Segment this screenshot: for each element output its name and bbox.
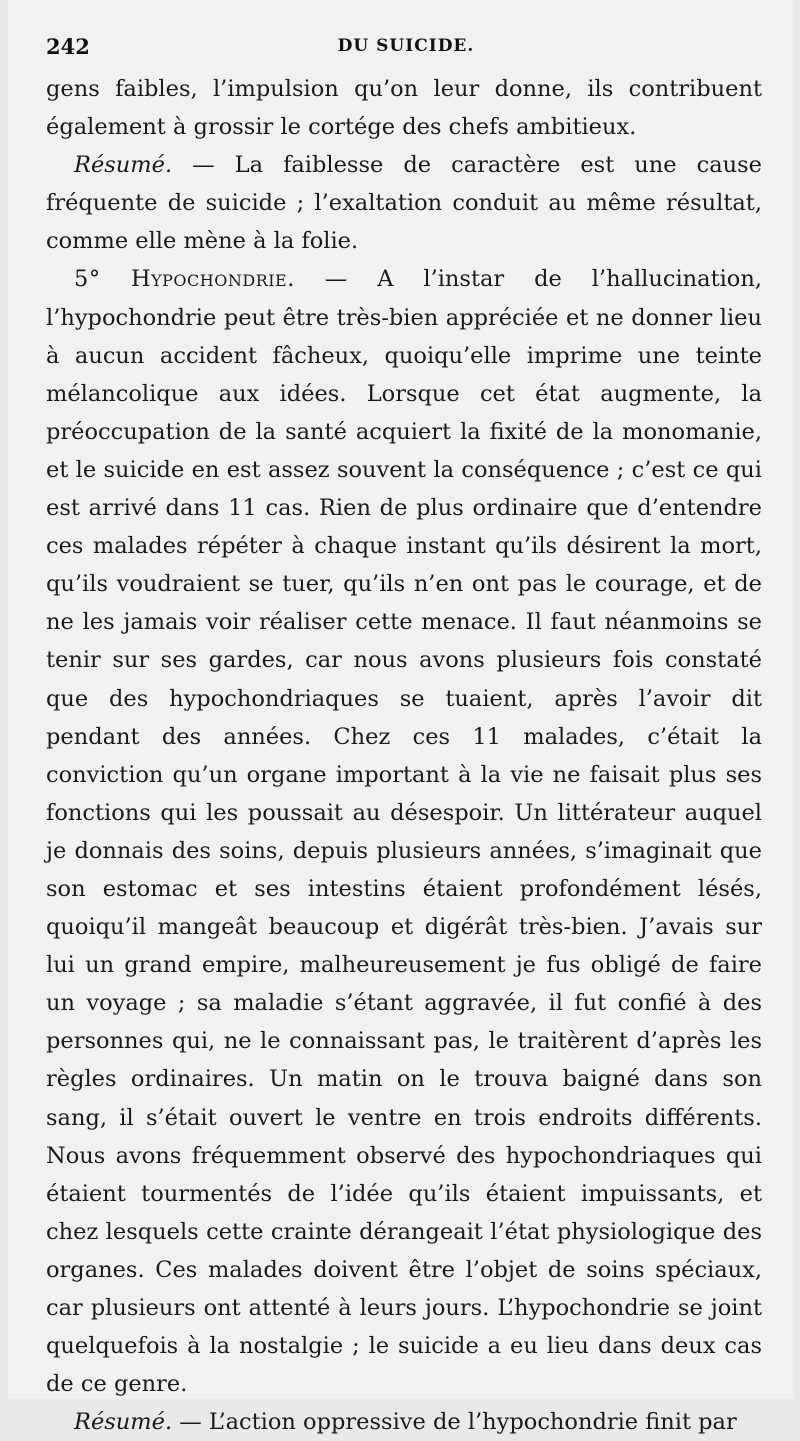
page-number: 242 [46,34,90,59]
running-title: DU SUICIDE. [337,36,475,56]
section-heading: 5° Hypochondrie. [74,266,295,293]
paragraph-continuation: gens faibles, l’impulsion qu’on leur donne, ils contribuent également à grossir le cortége des chefs ambitieux. [46,76,762,141]
resume-text: — La faiblesse de caractère est une cause fréquente de suicide ; l’exaltation conduit au même résultat, comme elle mène à la folie. [46,152,762,255]
resume-label-2: Résumé. [74,1409,173,1436]
page-header [46,30,766,64]
resume-label: Résumé. [74,152,173,179]
book-page [8,0,794,1436]
section-text: — A l’instar de l’hallucination, l’hypochondrie peut être très-bien appréciée et ne donner lieu à aucun accident fâcheux, quoiqu’elle imprime une teinte mélancolique aux idées. Lorsque cet état augmente, la préoccupation de la santé acquiert la fixité de la monomanie, et le suicide en est assez souvent la conséquence ; c’est ce qui est arrivé dans 11 cas. Rien de plus ordinaire que d’entendre ces malades répéter à chaque instant qu’ils désirent la mort, qu’ils voudraient se tuer, qu’ils n’en ont pas le courage, et de ne les jamais voir réaliser cette menace. Il faut néanmoins se tenir sur ses gardes, car nous avons plusieurs fois constaté que des hypochondriaques se tuaient, après l’avoir dit pendant des années. Chez ces 11 malades, c’était la conviction qu’un organe important à la vie ne faisait plus ses fonctions qui les poussait au désespoir. Un littérateur auquel je donnais des soins, depuis plusieurs années, s’imaginait que son estomac et ses intestins étaient profondément lésés, quoiqu’il mangeât beaucoup et digérât très-bien. J’avais sur lui un grand empire, malheureusement je fus obligé de faire un voyage ; sa maladie s’étant aggravée, il fut confié à des personnes qui, ne le connaissant pas, le traitèrent d’après les règles ordinaires. Un matin on le trouva baigné dans son sang, il s’était ouvert le ventre en trois endroits différents. Nous avons fréquemment observé des hypochondriaques qui étaient tourmentés de l’idée qu’ils étaient impuissants, et chez lesquels cette crainte dérangeait l’état physiologique des organes. Ces malades doivent être l’objet de soins spéciaux, car plusieurs ont attenté à leurs jours. L’hypochondrie se joint quelquefois à la nostalgie ; le suicide a eu lieu dans deux cas de ce genre. [46,266,762,1398]
paragraph-resume-1 [46,146,762,260]
paragraph-hypochondrie [46,260,762,1403]
paragraph-resume-2 [46,1403,762,1441]
body-text [46,70,762,1441]
resume-text-2: — L’action oppressive de l’hypochondrie finit par [172,1409,737,1436]
